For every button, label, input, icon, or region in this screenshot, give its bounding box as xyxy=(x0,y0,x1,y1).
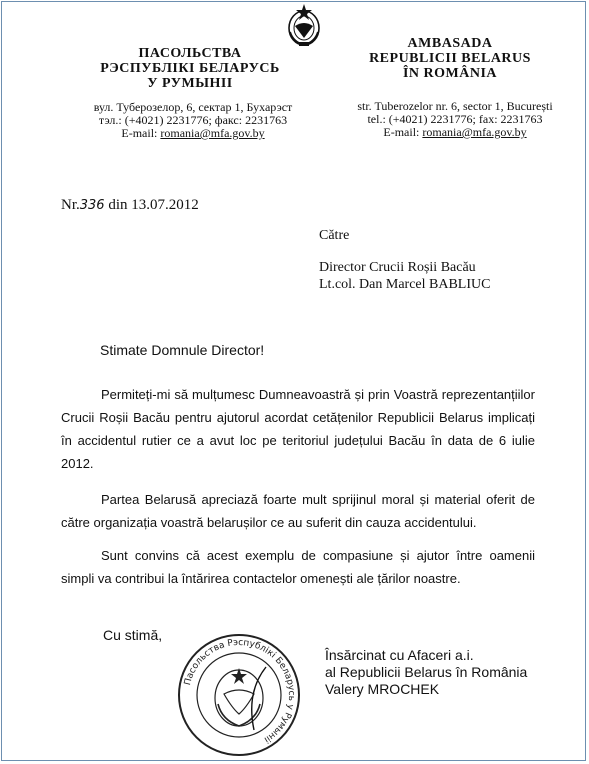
address-left-street: вул. Туберозелор, 6, сектар 1, Бухарэст xyxy=(93,100,293,114)
signature-title: Însărcinat cu Afaceri a.i. xyxy=(325,647,474,663)
signature-country: al Republicii Belarus în România xyxy=(325,664,528,680)
address-left-email-line xyxy=(88,127,298,140)
address-left xyxy=(88,101,298,140)
paragraph: Permiteți-mi să mulțumesc Dumneavoastră și prin Voastră reprezentanțiilor Crucii Roșii Bacău pentru ajutorul acordat cetățenilor Republicii Belarus implicați în accidentul rutier ce a avut loc pe teritoriul județului Bacău în data de 6 iulie 2012. xyxy=(61,387,535,471)
header-left-line2: РЭСПУБЛІКІ БЕЛАРУСЬ xyxy=(100,61,280,76)
address-right-phone: tel.: (+4021) 2231776; fax: 2231763 xyxy=(367,112,543,126)
seal-text: Пасольства Рэспублікі Беларусь у Румыніі xyxy=(182,637,297,745)
header-right xyxy=(330,36,570,81)
address-right xyxy=(340,100,570,139)
recipient-line2: Lt.col. Dan Marcel BABLIUC xyxy=(319,277,491,292)
greeting: Stimate Domnule Director! xyxy=(100,342,265,358)
email-link[interactable]: romania@mfa.gov.by xyxy=(422,125,527,139)
paragraph: Sunt convins că acest exemplu de compasiune și ajutor între oamenii simpli va contribui la întărirea contactelor omenești ale țărilor noastre. xyxy=(61,548,535,586)
header-left xyxy=(70,46,310,91)
header-right-line3: ÎN ROMÂNIA xyxy=(402,66,498,81)
signature-block xyxy=(325,647,527,698)
official-seal-stamp xyxy=(176,632,302,758)
header-right-line2: REPUBLICII BELARUS xyxy=(369,51,531,66)
address-right-street: str. Tuberozelor nr. 6, sector 1, București xyxy=(357,99,553,113)
reference-date: din 13.07.2012 xyxy=(108,197,199,213)
email-label: E-mail: xyxy=(121,126,158,140)
address-right-email-line xyxy=(340,126,570,139)
header-left-line1: ПАСОЛЬСТВА xyxy=(138,46,242,61)
header-left-line3: У РУМЫНІІ xyxy=(147,76,233,91)
reference-number xyxy=(61,197,199,214)
email-link[interactable]: romania@mfa.gov.by xyxy=(160,126,265,140)
address-left-phone: тэл.: (+4021) 2231776; факс: 2231763 xyxy=(98,113,288,127)
reference-prefix: Nr. xyxy=(61,197,80,213)
letter-body xyxy=(61,383,535,475)
letter-body xyxy=(61,488,535,534)
reference-handwritten-number: 336 xyxy=(79,198,105,213)
closing: Cu stimă, xyxy=(103,627,163,643)
email-label: E-mail: xyxy=(383,125,420,139)
header-right-line1: AMBASADA xyxy=(407,36,493,51)
signature-name: Valery MROCHEK xyxy=(325,681,440,697)
recipient-line1: Director Crucii Roșii Bacău xyxy=(319,260,476,275)
paragraph: Partea Belarusă apreciază foarte mult sprijinul moral și material oferit de către organizația voastră belarușilor ce au suferit din cauza accidentului. xyxy=(61,492,535,530)
state-emblem-icon xyxy=(281,2,327,48)
recipient-to: Către xyxy=(319,228,350,243)
letter-body xyxy=(61,544,535,590)
